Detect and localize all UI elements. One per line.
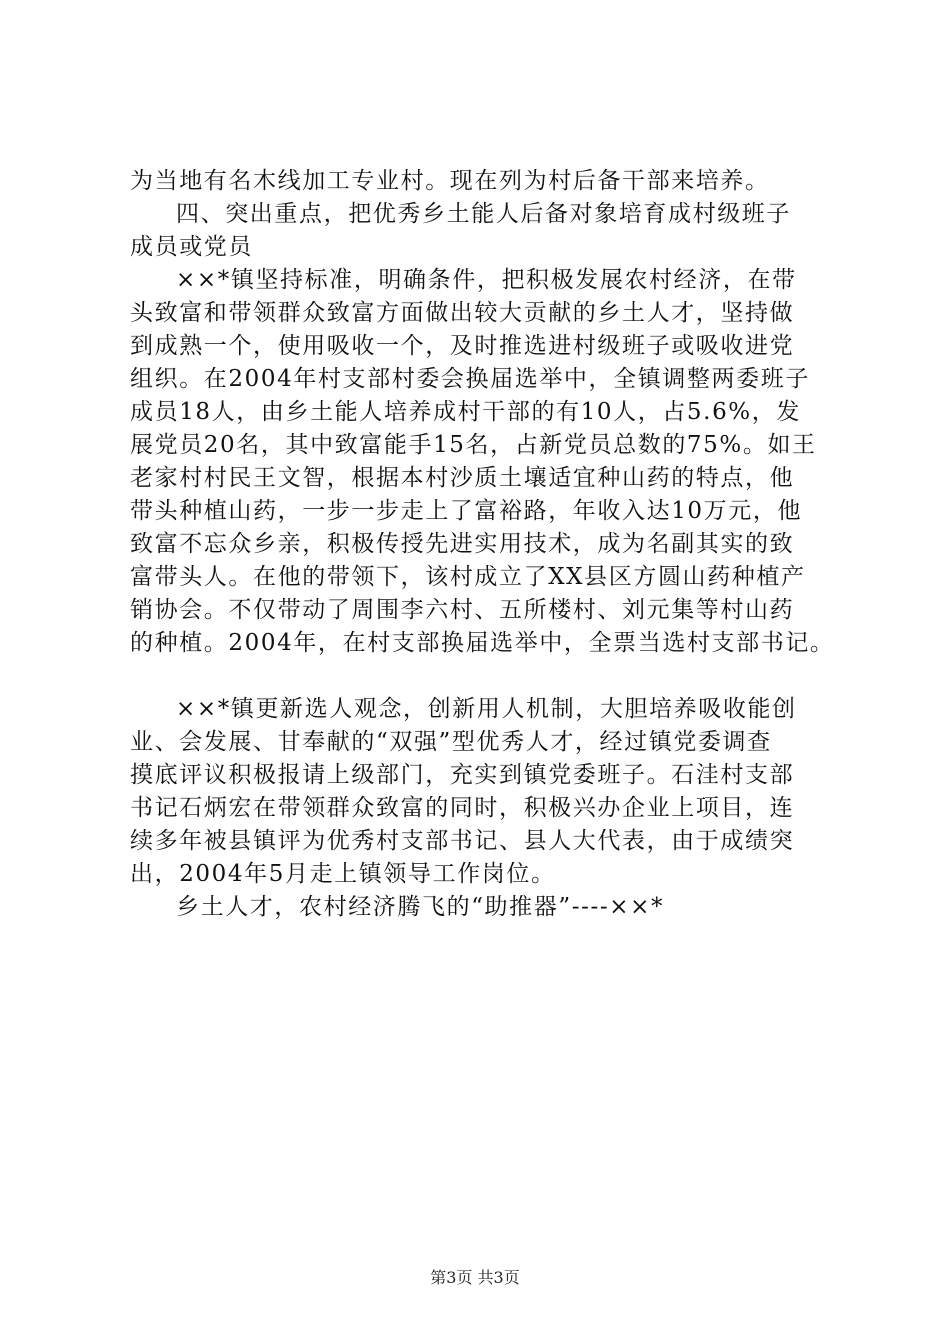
paragraph-line: 的种植。2004年，在村支部换届选举中，全票当选村支部书记。 (130, 630, 835, 656)
paragraph-line: ××*镇坚持标准，明确条件，把积极发展农村经济，在带 (176, 267, 797, 293)
paragraph-line: 富带头人。在他的带领下，该村成立了XX县区方圆山药种植产 (130, 564, 806, 590)
paragraph-line: 展党员20名，其中致富能手15名，占新党员总数的75%。如王 (130, 432, 817, 458)
paragraph-line: 为当地有名木线加工专业村。现在列为村后备干部来培养。 (130, 168, 770, 194)
paragraph-line: 摸底评议积极报请上级部门，充实到镇党委班子。石洼村支部 (130, 762, 795, 788)
paragraph-line: ××*镇更新选人观念，创新用人机制，大胆培养吸收能创 (176, 696, 797, 722)
blank-line (130, 660, 848, 693)
paragraph-line: 书记石炳宏在带领群众致富的同时，积极兴办企业上项目，连 (130, 795, 795, 821)
section-heading-continued: 成员或党员 (130, 234, 253, 260)
paragraph-line: 业、会发展、甘奉献的“双强”型优秀人才，经过镇党委调查 (130, 729, 772, 755)
paragraph-line: 续多年被县镇评为优秀村支部书记、县人大代表，由于成绩突 (130, 828, 795, 854)
paragraph-line: 组织。在2004年村支部村委会换届选举中，全镇调整两委班子 (130, 366, 810, 392)
paragraph-line: 销协会。不仅带动了周围李六村、五所楼村、刘元集等村山药 (130, 597, 795, 623)
document-title-line: 乡土人才，农村经济腾飞的“助推器”----××* (176, 894, 665, 920)
paragraph-line: 成员18人，由乡土能人培养成村干部的有10人，占5.6%，发 (130, 399, 801, 425)
paragraph-line: 致富不忘众乡亲，积极传授先进实用技术，成为名副其实的致 (130, 531, 795, 557)
paragraph-line: 出，2004年5月走上镇领导工作岗位。 (130, 861, 556, 887)
paragraph-line: 到成熟一个，使用吸收一个，及时推选进村级班子或吸收进党 (130, 333, 795, 359)
paragraph-line: 头致富和带领群众致富方面做出较大贡献的乡土人才，坚持做 (130, 300, 795, 326)
section-heading: 四、突出重点，把优秀乡土能人后备对象培育成村级班子 (176, 201, 791, 227)
paragraph-line: 老家村村民王文智，根据本村沙质土壤适宜种山药的特点，他 (130, 465, 795, 491)
page-number-footer: 第3页 共3页 (430, 1268, 520, 1287)
document-body (130, 165, 848, 924)
paragraph-line: 带头种植山药，一步一步走上了富裕路，年收入达10万元，他 (130, 498, 803, 524)
